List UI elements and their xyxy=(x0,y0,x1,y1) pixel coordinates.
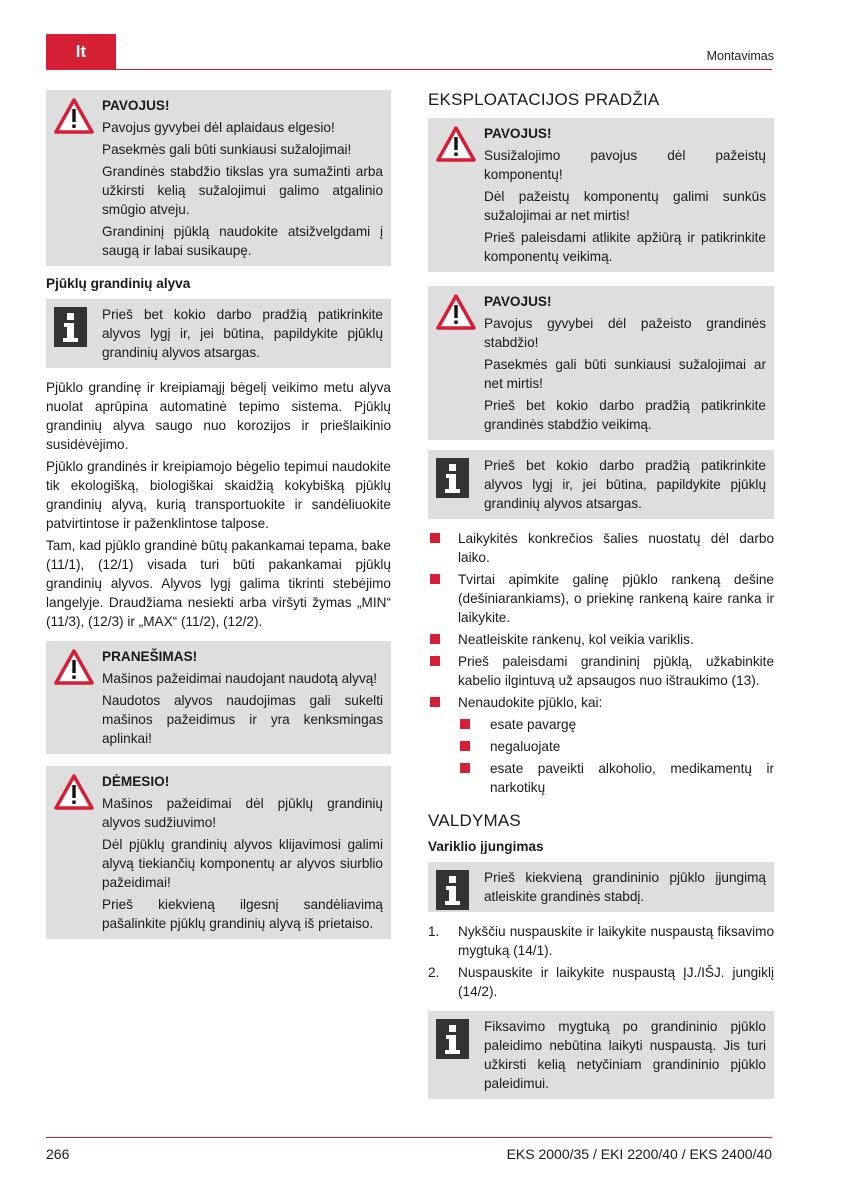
box-text: Susižalojimo pavojus dėl pažeistų komponentų! xyxy=(484,148,766,182)
box-text: Pasekmės gali būti sunkiausi sužalojimai! xyxy=(102,142,352,157)
info-box xyxy=(428,862,774,912)
box-title: DĖMESIO! xyxy=(102,774,170,789)
start-heading: EKSPLOATACIJOS PRADŽIA xyxy=(428,90,660,109)
steps-list xyxy=(428,922,774,1001)
warning-triangle-icon xyxy=(436,294,476,330)
box-text: Mašinos pažeidimai naudojant naudotą alyvą! xyxy=(102,671,378,686)
info-icon xyxy=(54,307,87,347)
warning-triangle-icon xyxy=(54,774,94,810)
page-number: 266 xyxy=(46,1146,70,1162)
step-item xyxy=(428,963,774,1001)
step-item xyxy=(428,922,774,960)
paragraph: Tam, kad pjūklo grandinė būtų pakankamai tepama, bake (11/1), (12/1) visada turi būti pakankamai pjūklų grandinių alyvos. Alyvos lygį galima tikrinti stebėjimo langelyje. Draudžiama nesiekti arba viršyti žymas „MIN“ (11/3), (12/3) ir „MAX“ (11/2), (12/2). xyxy=(46,538,391,629)
warning-triangle-icon xyxy=(54,98,94,134)
box-text: Pavojus gyvybei dėl aplaidaus elgesio! xyxy=(102,120,335,135)
step-text: Nuspauskite ir laikykite nuspaustą ĮJ./IŠJ. jungiklį (14/2). xyxy=(458,965,774,999)
step-number: 1. xyxy=(428,924,440,939)
box-text: Prieš paleisdami atlikite apžiūrą ir patikrinkite komponentų veikimą. xyxy=(484,230,766,264)
warning-triangle-icon xyxy=(436,126,476,162)
sub-list-item: esate paveikti alkoholio, medikamentų ir narkotikų xyxy=(458,759,774,797)
control-heading: VALDYMAS xyxy=(428,811,521,830)
box-text: Pavojus gyvybei dėl pažeisto grandinės stabdžio! xyxy=(484,316,766,350)
danger-box xyxy=(428,286,774,440)
list-item: Tvirtai apimkite galinę pjūklo rankeną dešine (dešiniarankiams), o priekinę rankeną kaire ranka ir laikykite. xyxy=(428,570,774,627)
paragraph: Pjūklo grandinės ir kreipiamojo bėgelio tepimui naudokite tik ekologišką, biologiškai skaidžią kokybišką pjūklų grandinių alyvą, kurią transportuokite ir sandėliuokite patvirtintose ir paženklintose talpose. xyxy=(46,459,391,531)
list-item: Neatleiskite rankenų, kol veikia variklis. xyxy=(428,630,774,649)
box-text: Grandininį pjūklą naudokite atsižvelgdami į saugą ir labai susikaupę. xyxy=(102,224,383,258)
danger-box xyxy=(428,118,774,272)
info-box xyxy=(428,450,774,519)
notice-box xyxy=(46,641,391,754)
box-text: Dėl pjūklų grandinių alyvos klijavimosi galimi alyvą tiekiančių komponentų ar alyvos siurblio pažeidimai! xyxy=(102,837,383,890)
engine-heading: Variklio įjungimas xyxy=(428,839,544,854)
footer-divider xyxy=(46,1137,772,1138)
box-title: PAVOJUS! xyxy=(484,294,552,309)
info-box xyxy=(428,1011,774,1099)
box-text: Grandinės stabdžio tikslas yra sumažinti arba užkirsti kelią sužalojimui galimo atgalinio smūgio atveju. xyxy=(102,164,383,217)
danger-box xyxy=(46,90,391,266)
list-item: Laikykitės konkrečios šalies nuostatų dėl darbo laiko. xyxy=(428,529,774,567)
right-column xyxy=(428,90,774,1109)
oil-heading: Pjūklų grandinių alyva xyxy=(46,276,191,291)
list-item: Prieš paleisdami grandininį pjūklą, užkabinkite kabelio ilgintuvą už apsaugos nuo ištraukimo (13). xyxy=(428,652,774,690)
box-title: PAVOJUS! xyxy=(484,126,552,141)
model-names: EKS 2000/35 / EKI 2200/40 / EKS 2400/40 xyxy=(506,1146,772,1162)
box-text: Mašinos pažeidimai dėl pjūklų grandinių alyvos sudžiuvimo! xyxy=(102,796,383,830)
box-text: Dėl pažeistų komponentų galimi sunkūs sužalojimai ar net mirtis! xyxy=(484,189,766,223)
language-tab: lt xyxy=(46,34,116,70)
instruction-list xyxy=(428,529,774,797)
info-icon xyxy=(436,1019,469,1059)
box-text: Prieš kiekvieną grandininio pjūklo įjungimą atleiskite grandinės stabdį. xyxy=(484,870,766,904)
box-text: Prieš bet kokio darbo pradžią patikrinkite alyvos lygį ir, jei būtina, papildykite pjūklų grandinių alyvos atsargas. xyxy=(484,458,766,511)
info-box xyxy=(46,299,391,368)
paragraph: Pjūklo grandinę ir kreipiamąjį bėgelį veikimo metu alyva nuolat aprūpina automatinė tepimo sistema. Pjūklų grandinių alyva saugo nuo korozijos ir priešlaikinio susidėvėjimo. xyxy=(46,380,391,452)
box-text: Pasekmės gali būti sunkiausi sužalojimai ar net mirtis! xyxy=(484,357,766,391)
info-icon xyxy=(436,870,469,910)
left-column xyxy=(46,90,391,949)
section-title: Montavimas xyxy=(706,49,774,63)
warning-triangle-icon xyxy=(54,649,94,685)
box-title: PAVOJUS! xyxy=(102,98,170,113)
list-item-text: Nenaudokite pjūklo, kai: xyxy=(458,695,603,710)
list-item xyxy=(428,693,774,797)
step-text: Nykščiu nuspauskite ir laikykite nuspaustą fiksavimo mygtuką (14/1). xyxy=(458,924,774,958)
box-title: PRANEŠIMAS! xyxy=(102,649,198,664)
box-text: Prieš kiekvieną ilgesnį sandėliavimą pašalinkite pjūklų grandinių alyvą iš prietaiso. xyxy=(102,897,383,931)
box-text: Naudotos alyvos naudojimas gali sukelti mašinos pažeidimus ir yra kenksmingas aplinkai! xyxy=(102,693,383,746)
caution-box xyxy=(46,766,391,939)
header-divider xyxy=(46,69,772,70)
box-text: Fiksavimo mygtuką po grandininio pjūklo paleidimo nebūtina laikyti nuspaustą. Jis turi užkirsti kelią netyčiniam grandininio pjūklo paleidimui. xyxy=(484,1019,766,1091)
box-text: Prieš bet kokio darbo pradžią patikrinkite grandinės stabdžio veikimą. xyxy=(484,398,766,432)
box-text: Prieš bet kokio darbo pradžią patikrinkite alyvos lygį ir, jei būtina, papildykite pjūklų grandinių alyvos atsargas. xyxy=(102,307,383,360)
info-icon xyxy=(436,458,469,498)
step-number: 2. xyxy=(428,965,440,980)
sub-list-item: negaluojate xyxy=(458,737,774,756)
sub-list xyxy=(458,715,774,797)
sub-list-item: esate pavargę xyxy=(458,715,774,734)
